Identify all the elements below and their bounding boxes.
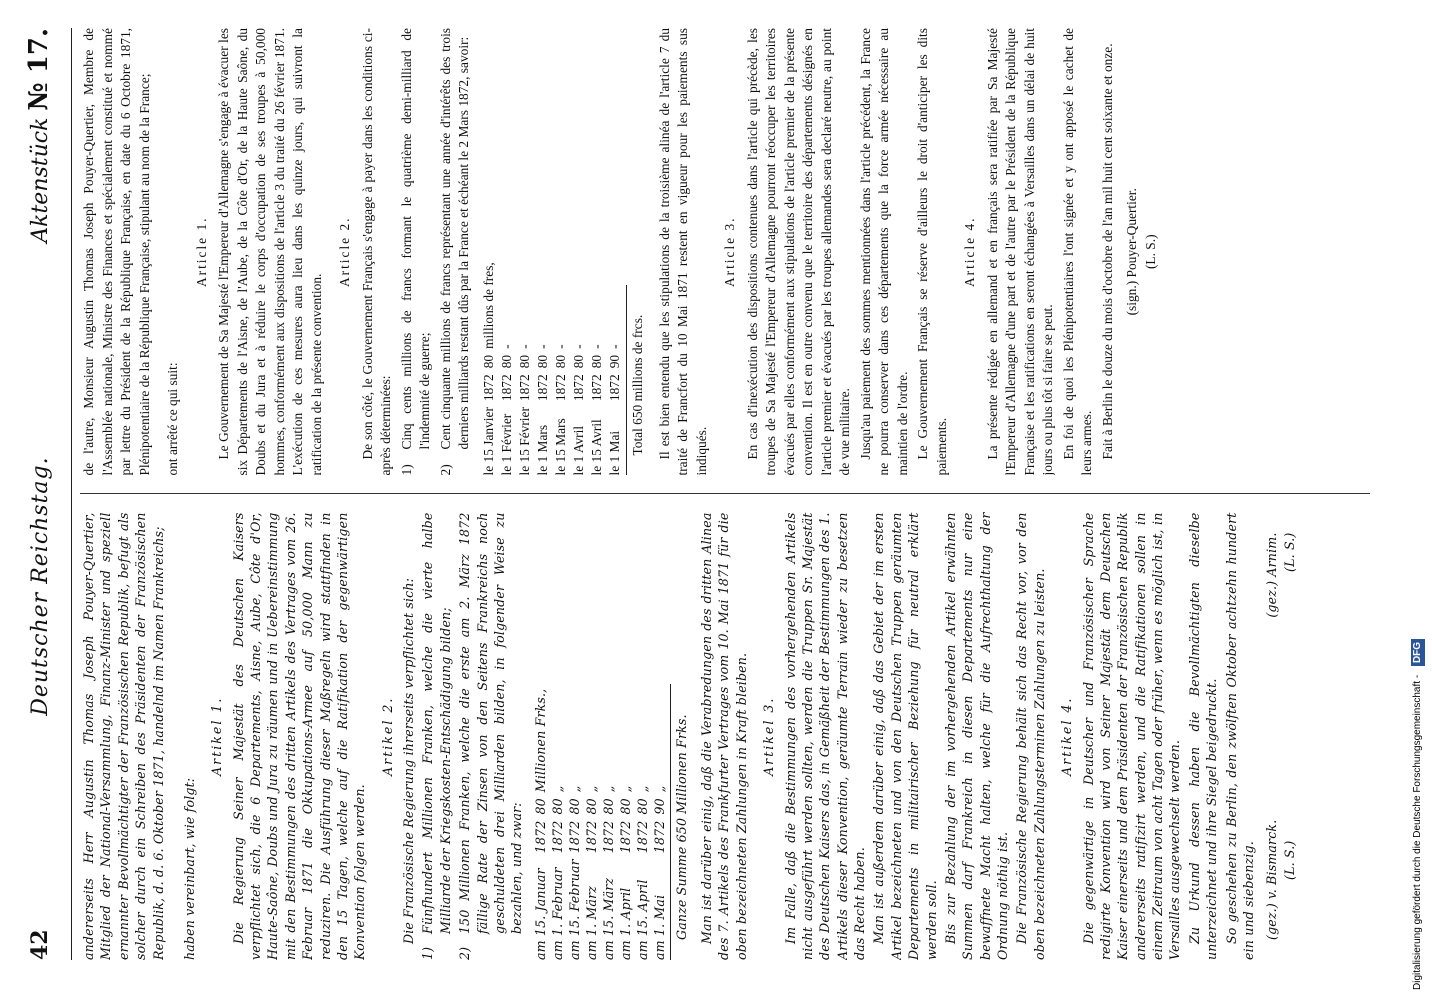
de-signature-left: (gez.) v. Bismarck. bbox=[1264, 819, 1280, 940]
fr-agreed: ont arrêté ce qui suit: bbox=[165, 362, 180, 476]
de-article-4-p3: So geschehen zu Berlin, den zwölften Oktober achtzehn hundert ein und siebenzig. bbox=[1223, 512, 1256, 960]
fr-payment-schedule bbox=[480, 256, 625, 475]
page-number: 42 bbox=[27, 929, 53, 960]
de-list-item: 2) 150 Millionen Franken, welche die erste am 2. März 1872 fällige Rate der Zinsen von den Seitens Frankreichs noch geschuldeten drei Milliarden bilden, in folgender Weise zu bezahlen, und zwar: bbox=[457, 512, 525, 960]
fr-article-3-title: Article 3. bbox=[722, 216, 738, 288]
fr-article-4-p1: La présente rédigée en allemand et en français sera ratifiée par Sa Majesté l'Empereur d'Allemagne d'une part et de l'autre par le Président de la République Française et les ratifications en seront échangées à Versailles dans un délai de huit jours ou plus tôt si faire se peut. bbox=[984, 28, 1056, 476]
french-column bbox=[80, 28, 1370, 476]
fr-article-2-title: Article 2. bbox=[337, 216, 352, 288]
de-seal-left: (L. S.) bbox=[1281, 840, 1297, 880]
table-row: am 1. Februar 1872 80 „ bbox=[549, 785, 565, 960]
fr-article-3-p3: Le Gouvernement Français se réserve d'ailleurs le droit d'anticiper les dits paiements. bbox=[915, 28, 949, 476]
table-row: am 15. März 1872 80 „ bbox=[600, 785, 616, 960]
fr-article-4-p2: En foi de quoi les Plénipotentiaires l'ont signée et y ont apposé le cachet de leurs armes. bbox=[1060, 28, 1095, 476]
fr-article-2-intro: De son côté, le Gouvernement Français s'engage à payer dans les conditions ci-après déterminées: bbox=[359, 28, 393, 476]
fr-total: Total 650 millions de frcs. bbox=[626, 285, 648, 476]
table-row: am 15. Februar 1872 80 „ bbox=[566, 785, 582, 960]
de-article-1-title: Artikel 1. bbox=[209, 696, 225, 776]
fr-article-4-p3: Fait à Berlin le douze du mois d'octobre de l'an mil huit cent soixante et onze. bbox=[1099, 43, 1115, 460]
de-article-3-p3: Bis zur Bezahlung der im vorhergehenden Artikel erwähnten Summen darf Frankreich in diesen Departements nur eine bewaffnete Macht halten, welche für die Aufrechthaltung der Ordnung nöthig ist. bbox=[942, 512, 1010, 960]
piece-heading bbox=[24, 28, 54, 243]
piece-number: № 17. bbox=[24, 28, 54, 111]
de-seal-right: (L. S.) bbox=[1281, 532, 1297, 572]
de-article-4-p2: Zu Urkund dessen haben die Bevollmächtigten dieselbe unterzeichnet und ihre Siegel beigedruckt. bbox=[1186, 512, 1220, 960]
piece-label: Aktenstück bbox=[28, 117, 53, 243]
fr-intro: de l'autre, Monsieur Augustin Thomas Joseph Pouyer-Quertier, Membre de l'Assemblée nationale, Ministre des Finances et spécialement constitué et nommé par lettre du Président de la République Française, en date du 6 Octobre 1871, Plénipotentiaire de la République Française, stipulant au nom de la France; bbox=[81, 28, 152, 476]
de-article-2-title: Artikel 2. bbox=[379, 696, 395, 776]
de-signature-right: (gez.) Arnim. bbox=[1264, 532, 1280, 618]
de-article-4-title: Artikel 4. bbox=[1059, 696, 1075, 776]
fr-article-3-p1: En cas d'inexécution des dispositions contenues dans l'article qui précède, les troupes de Sa Majesté l'Empereur d'Allemagne pourront réoccuper les territoires évacués par elles conformément aux stipulations de l'article premier de la présente convention. Il est en outre convenu que le territoire des départements désignés en l'article premier et évacués par les troupes allemandes sera declaré neutre, au point de vue militaire. bbox=[744, 28, 853, 476]
table-row: am 1. Mai 1872 90 „ bbox=[651, 785, 667, 960]
de-article-3-p2: Man ist außerdem darüber einig, daß das Gebiet der im ersten Artikel bezeichneten und von den Deutschen Truppen geräumten Departements in militairischer Beziehung für neutral erklärt werden soll. bbox=[871, 512, 939, 960]
table-row: le 1 Mars 1872 80 - bbox=[534, 344, 550, 476]
de-article-2-intro: Die Französische Regierung ihrerseits verpflichtet sich: bbox=[401, 577, 416, 944]
page-header bbox=[24, 28, 72, 960]
fr-seal: (L. S.) bbox=[1142, 234, 1158, 270]
de-total: Ganze Summe 650 Millionen Frks. bbox=[670, 684, 690, 960]
de-after-schedule: Man ist darüber einig, daß die Verabredungen des dritten Alinea des 7. Artikels des Frankfurter Vertrages vom 10. Mai 1871 für die oben bezeichneten Zahlungen in Kraft bleiben. bbox=[699, 512, 749, 960]
table-row: am 15. Januar 1872 80 Millionen Frks., bbox=[532, 688, 548, 960]
table-row: am 15. April 1872 80 „ bbox=[634, 785, 650, 960]
de-article-4-p1: Die gegenwärtige in Deutscher und Französischer Sprache redigirte Konvention wird von Seiner Majestät dem Deutschen Kaiser einerseits und dem Präsidenten der Französischen Republik andererseits ratifizirt werden, und die Ratifikationen sollen in einem Zeitraum von acht Tagen oder früher, wenn es möglich ist, in Versailles ausgewechselt werden. bbox=[1080, 512, 1183, 960]
fr-article-3-p2: Jusqu'au paiement des sommes mentionnées dans l'article précédent, la France ne pourra conserver dans ces départements que la force armée nécessaire au maintien de l'ordre. bbox=[857, 28, 910, 476]
de-article-1-text: Die Regierung Seiner Majestät des Deutschen Kaisers verpflichtet sich, die 6 Departements, Aisne, Aube, Côte d'Or, Haute-Saône, Doubs und Jura zu räumen und in Uebereinstimmung mit den Bestimmungen des dritten Artikels des Vertrages vom 26. Februar 1871 die Okkupations-Armee auf 50,000 Mann zu reduziren. Die Ausführung dieser Maßregeln wird stattfinden in den 15 Tagen, welche auf die Ratifikation der gegenwärtigen Konvention folgen werden. bbox=[230, 512, 368, 960]
de-payment-schedule bbox=[532, 683, 668, 960]
dfg-logo: DFG bbox=[1411, 639, 1425, 666]
fr-article-1-text: Le Gouvernement de Sa Majesté l'Empereur d'Allemagne s'engage à évacuer les six Départements de l'Aisne, de l'Aube, de la Côte d'Or, de la Haute Saône, du Doubs et du Jura et à réduire le corps d'occupation de ses troupes à 50,000 hommes, conformément aux dispositions de l'article 3 du traité du 26 février 1871. L'exécution de ces mesures aura lieu dans les quinze jours, qui suivront la ratification de la présente convention. bbox=[216, 28, 324, 476]
fr-article-1-title: Article 1. bbox=[193, 216, 209, 288]
table-row: le 1 Mai 1872 90 - bbox=[607, 344, 623, 476]
german-column bbox=[80, 513, 1370, 961]
table-row: le 15 Mars 1872 80 - bbox=[552, 344, 568, 476]
fr-signature: (sign.) Pouyer-Quertier. bbox=[1124, 188, 1140, 316]
de-intro: andererseits Herr Augustin Thomas Joseph Pouyer-Quertier, Mitglied der National-Versammlung, Finanz-Minister und speziell ernannter Bevollmächtigter der Französischen Republik, befugt als solcher durch ein Schreiben des Präsidenten der Französischen Republik, d. d. 6. Oktober 1871, handelnd im Namen Frankreichs; bbox=[81, 512, 166, 960]
fr-after-schedule: Il est bien entendu que les stipulations de la troisième alinéa de l'article 7 du traité de Francfort du 10 Mai 1871 restent en vigueur pour les paiements sus indiqués. bbox=[656, 28, 709, 476]
fr-article-4-title: Article 4. bbox=[962, 216, 978, 288]
de-article-3-title: Artikel 3. bbox=[761, 696, 777, 776]
table-row: le 1 Avril 1872 80 - bbox=[570, 344, 586, 476]
de-agreed: haben vereinbart, wie folgt: bbox=[181, 777, 197, 960]
table-row: le 15 Janvier 1872 80 millions de fres, bbox=[480, 262, 496, 476]
running-title: Deutscher Reichstag. bbox=[28, 456, 53, 716]
table-row: am 1. April 1872 80 „ bbox=[617, 785, 633, 960]
digitization-note: Digitalisierung gefördert durch die Deutsche Forschungsgemeinschaft - bbox=[1412, 674, 1423, 990]
de-article-3-p1: Im Falle, daß die Bestimmungen des vorhergehenden Artikels nicht ausgeführt werden sollten, werden die Truppen Sr. Majestät des Deutschen Kaisers das, in Gemäßheit der Bestimmungen des 1. Artikels dieser Konvention, geräumte Terrain wieder zu besetzen das Recht haben. bbox=[782, 512, 867, 960]
digitization-credit bbox=[1408, 10, 1428, 990]
table-row: le 15 Février 1872 80 - bbox=[516, 344, 532, 476]
table-row: le 1 Février 1872 80 - bbox=[498, 344, 514, 476]
fr-list-item: 2) Cent cinquante millions de francs représentant une année d'intérêts des trois derniers milliards restant dûs par la France et échéant le 2 Mars 1872, savoir: bbox=[437, 28, 471, 476]
table-row: am 1. März 1872 80 „ bbox=[583, 785, 599, 960]
de-signatures bbox=[1263, 513, 1298, 961]
de-article-3-p4: Die Französische Regierung behält sich das Recht vor, vor den oben bezeichneten Zahlungsterminen Zahlungen zu leisten. bbox=[1014, 512, 1047, 960]
table-row: le 15 Avril 1872 80 - bbox=[589, 344, 605, 476]
fr-list-item: 1) Cinq cents millions de francs formant le quatrième demi-milliard de l'indemnité de guerre; bbox=[398, 28, 432, 476]
de-list-item: 1) Fünfhundert Millionen Franken, welche die vierte halbe Milliarde der Kriegskosten-Entschädigung bilden; bbox=[420, 512, 453, 960]
column-divider bbox=[80, 494, 1370, 495]
fr-signatures bbox=[1123, 28, 1160, 476]
